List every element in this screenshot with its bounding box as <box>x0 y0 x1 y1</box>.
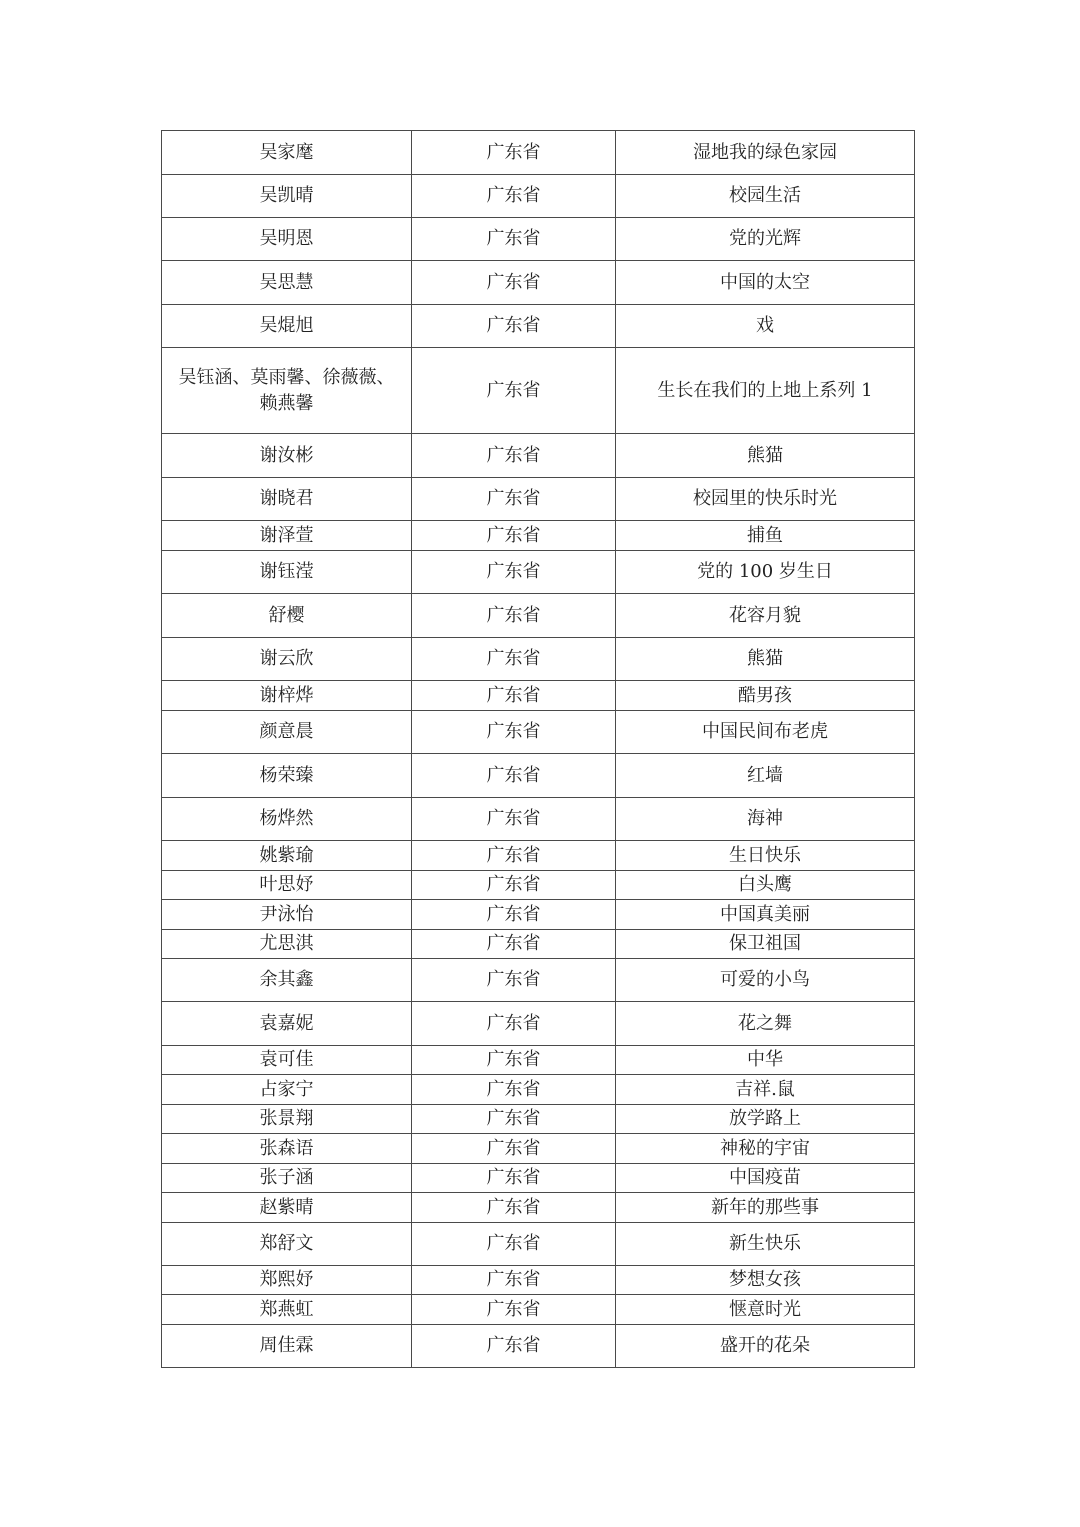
title-cell: 新年的那些事 <box>616 1193 915 1223</box>
title-cell: 生长在我们的上地上系列 1 <box>616 348 915 434</box>
table-row <box>162 1193 915 1223</box>
title-cell: 捕鱼 <box>616 521 915 551</box>
province-cell: 广东省 <box>412 900 616 930</box>
table-row <box>162 959 915 1002</box>
name-cell: 袁可佳 <box>162 1046 412 1075</box>
table-row <box>162 1266 915 1295</box>
name-cell: 郑熙妤 <box>162 1266 412 1295</box>
name-cell: 尤思淇 <box>162 930 412 959</box>
title-cell: 酷男孩 <box>616 681 915 711</box>
name-cell: 谢梓烨 <box>162 681 412 711</box>
table-row <box>162 305 915 348</box>
table-row <box>162 348 915 434</box>
award-list-body <box>162 131 915 1368</box>
name-cell: 谢汝彬 <box>162 434 412 478</box>
title-cell: 中华 <box>616 1046 915 1075</box>
name-cell: 谢晓君 <box>162 478 412 521</box>
name-cell: 郑舒文 <box>162 1223 412 1266</box>
title-cell: 湿地我的绿色家园 <box>616 131 915 175</box>
table-row <box>162 871 915 900</box>
title-cell: 梦想女孩 <box>616 1266 915 1295</box>
title-cell: 海神 <box>616 798 915 841</box>
name-cell: 吴明恩 <box>162 218 412 261</box>
table-row <box>162 1223 915 1266</box>
name-cell: 颜意晨 <box>162 711 412 754</box>
table-row <box>162 478 915 521</box>
name-cell: 杨烨然 <box>162 798 412 841</box>
name-cell: 余其鑫 <box>162 959 412 1002</box>
title-cell: 新生快乐 <box>616 1223 915 1266</box>
province-cell: 广东省 <box>412 798 616 841</box>
name-cell: 张景翔 <box>162 1105 412 1134</box>
table-row <box>162 218 915 261</box>
province-cell: 广东省 <box>412 478 616 521</box>
name-cell: 谢云欣 <box>162 638 412 681</box>
table-row <box>162 681 915 711</box>
table-row <box>162 521 915 551</box>
table-row <box>162 594 915 638</box>
title-cell: 盛开的花朵 <box>616 1325 915 1368</box>
table-row <box>162 754 915 798</box>
province-cell: 广东省 <box>412 871 616 900</box>
title-cell: 校园里的快乐时光 <box>616 478 915 521</box>
table-row <box>162 261 915 305</box>
title-cell: 惬意时光 <box>616 1295 915 1325</box>
province-cell: 广东省 <box>412 959 616 1002</box>
award-list-table <box>161 130 915 1368</box>
province-cell: 广东省 <box>412 1002 616 1046</box>
name-cell: 谢泽萱 <box>162 521 412 551</box>
province-cell: 广东省 <box>412 1325 616 1368</box>
name-cell: 吴钰涵、莫雨馨、徐薇薇、赖燕馨 <box>162 348 412 434</box>
title-cell: 熊猫 <box>616 638 915 681</box>
province-cell: 广东省 <box>412 1193 616 1223</box>
name-cell: 杨荣臻 <box>162 754 412 798</box>
title-cell: 可爱的小鸟 <box>616 959 915 1002</box>
province-cell: 广东省 <box>412 1295 616 1325</box>
title-cell: 戏 <box>616 305 915 348</box>
title-cell: 中国疫苗 <box>616 1164 915 1193</box>
title-cell: 放学路上 <box>616 1105 915 1134</box>
table-row <box>162 131 915 175</box>
province-cell: 广东省 <box>412 551 616 594</box>
province-cell: 广东省 <box>412 521 616 551</box>
province-cell: 广东省 <box>412 638 616 681</box>
name-cell: 占家宁 <box>162 1075 412 1105</box>
province-cell: 广东省 <box>412 754 616 798</box>
title-cell: 中国的太空 <box>616 261 915 305</box>
province-cell: 广东省 <box>412 841 616 871</box>
table-row <box>162 900 915 930</box>
title-cell: 熊猫 <box>616 434 915 478</box>
province-cell: 广东省 <box>412 1164 616 1193</box>
table-row <box>162 1164 915 1193</box>
province-cell: 广东省 <box>412 681 616 711</box>
table-row <box>162 1105 915 1134</box>
table-row <box>162 434 915 478</box>
title-cell: 花之舞 <box>616 1002 915 1046</box>
table-row <box>162 1295 915 1325</box>
name-cell: 袁嘉妮 <box>162 1002 412 1046</box>
name-cell: 吴思慧 <box>162 261 412 305</box>
title-cell: 吉祥.鼠 <box>616 1075 915 1105</box>
table-row <box>162 638 915 681</box>
name-cell: 郑燕虹 <box>162 1295 412 1325</box>
province-cell: 广东省 <box>412 1266 616 1295</box>
name-cell: 吴凯晴 <box>162 175 412 218</box>
name-cell: 谢钰滢 <box>162 551 412 594</box>
title-cell: 保卫祖国 <box>616 930 915 959</box>
table-row <box>162 1325 915 1368</box>
province-cell: 广东省 <box>412 261 616 305</box>
name-cell: 周佳霖 <box>162 1325 412 1368</box>
title-cell: 白头鹰 <box>616 871 915 900</box>
province-cell: 广东省 <box>412 218 616 261</box>
province-cell: 广东省 <box>412 711 616 754</box>
name-cell: 吴家麾 <box>162 131 412 175</box>
table-row <box>162 551 915 594</box>
province-cell: 广东省 <box>412 930 616 959</box>
province-cell: 广东省 <box>412 1075 616 1105</box>
title-cell: 校园生活 <box>616 175 915 218</box>
title-cell: 生日快乐 <box>616 841 915 871</box>
province-cell: 广东省 <box>412 1134 616 1164</box>
name-cell: 舒樱 <box>162 594 412 638</box>
name-cell: 叶思妤 <box>162 871 412 900</box>
province-cell: 广东省 <box>412 1223 616 1266</box>
table-row <box>162 175 915 218</box>
table-row <box>162 930 915 959</box>
table-row <box>162 1002 915 1046</box>
table-row <box>162 798 915 841</box>
province-cell: 广东省 <box>412 348 616 434</box>
province-cell: 广东省 <box>412 175 616 218</box>
table-row <box>162 711 915 754</box>
province-cell: 广东省 <box>412 305 616 348</box>
name-cell: 尹泳怡 <box>162 900 412 930</box>
title-cell: 中国民间布老虎 <box>616 711 915 754</box>
name-cell: 张子涵 <box>162 1164 412 1193</box>
province-cell: 广东省 <box>412 434 616 478</box>
name-cell: 姚紫瑜 <box>162 841 412 871</box>
name-cell: 赵紫晴 <box>162 1193 412 1223</box>
province-cell: 广东省 <box>412 1046 616 1075</box>
table-row <box>162 1134 915 1164</box>
title-cell: 中国真美丽 <box>616 900 915 930</box>
name-cell: 张森语 <box>162 1134 412 1164</box>
title-cell: 党的光辉 <box>616 218 915 261</box>
province-cell: 广东省 <box>412 1105 616 1134</box>
table-row <box>162 1075 915 1105</box>
province-cell: 广东省 <box>412 594 616 638</box>
province-cell: 广东省 <box>412 131 616 175</box>
title-cell: 花容月貌 <box>616 594 915 638</box>
table-row <box>162 841 915 871</box>
title-cell: 神秘的宇宙 <box>616 1134 915 1164</box>
title-cell: 党的 100 岁生日 <box>616 551 915 594</box>
title-cell: 红墙 <box>616 754 915 798</box>
table-row <box>162 1046 915 1075</box>
name-cell: 吴焜旭 <box>162 305 412 348</box>
